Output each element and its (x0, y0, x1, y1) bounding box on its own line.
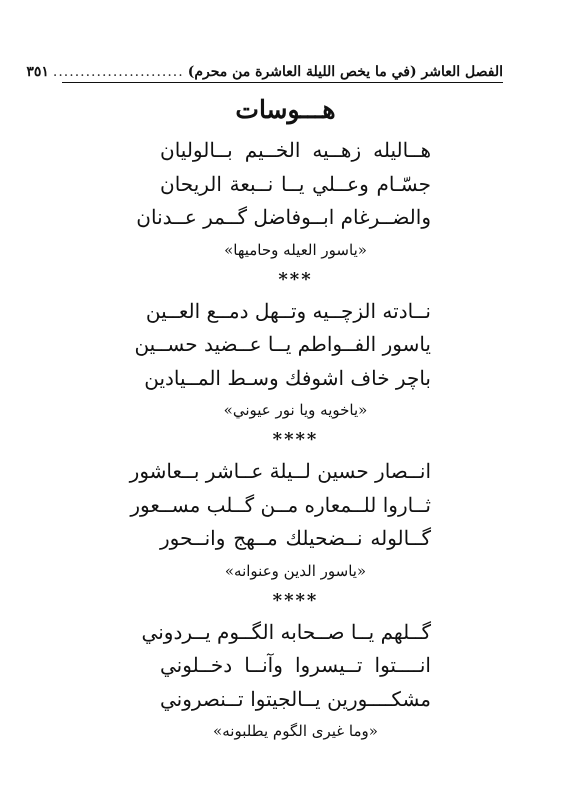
chapter-title: الفصل العاشر (في ما يخص الليلة العاشرة من محرم) (187, 64, 503, 80)
stanza (129, 455, 431, 616)
verse-line: جسّـام وعــلي يــا نــبعة الريحان (160, 171, 431, 196)
stanza-separator: **** (272, 429, 319, 450)
refrain: «ياسور العيله وحاميها» (224, 240, 367, 259)
stanza (141, 616, 431, 747)
stanza-separator: *** (278, 268, 313, 290)
verse-line: ياسور الفــواطم يــا عــضيد حســين (134, 332, 431, 356)
refrain: «ياخويه ويا نور عيوني» (223, 401, 368, 419)
verse-line: مشكــــورين يــالجيتوا تــنصروني (160, 686, 431, 711)
verse-line: گــالوله نــضحيلك مــهج وانــحور (160, 526, 431, 550)
verse-line: انــــتوا تــيسروا وآنــا دخــلوني (160, 653, 431, 677)
refrain: «ياسور الدين وعنوانه» (224, 561, 367, 580)
verse-line: ثــاروا للــمعاره مــن گــلب مســعور (130, 492, 431, 517)
poem-body (129, 134, 431, 746)
verse-line: والضــرغام ابــوفاضل گــمر عــدنان (136, 205, 431, 229)
verse-line: گــلهم يــا صــحابه الگــوم يــردوني (141, 619, 431, 644)
leader-dots: ........................ (52, 64, 184, 80)
verse-line: باچر خاف اشوفك وسـط المــيادين (144, 365, 431, 390)
page-number: ٣٥١ (26, 64, 49, 80)
stanza (136, 134, 431, 295)
stanza-separator: **** (272, 589, 319, 611)
stanza (134, 295, 431, 456)
verse-line: هــاليله زهــيه الخــيم بــالوليان (160, 138, 431, 162)
page-header (26, 56, 503, 80)
header-rule (62, 82, 503, 83)
refrain: «وما غيرى الگوم يطلبونه» (213, 722, 378, 740)
verse-line: نــادته الزچــيه وتــهل دمــع العــين (145, 298, 431, 323)
verse-line: انــصار حسين لــيلة عــاشر بــعاشور (129, 459, 431, 483)
poem-title: هـــوسات (235, 95, 336, 124)
